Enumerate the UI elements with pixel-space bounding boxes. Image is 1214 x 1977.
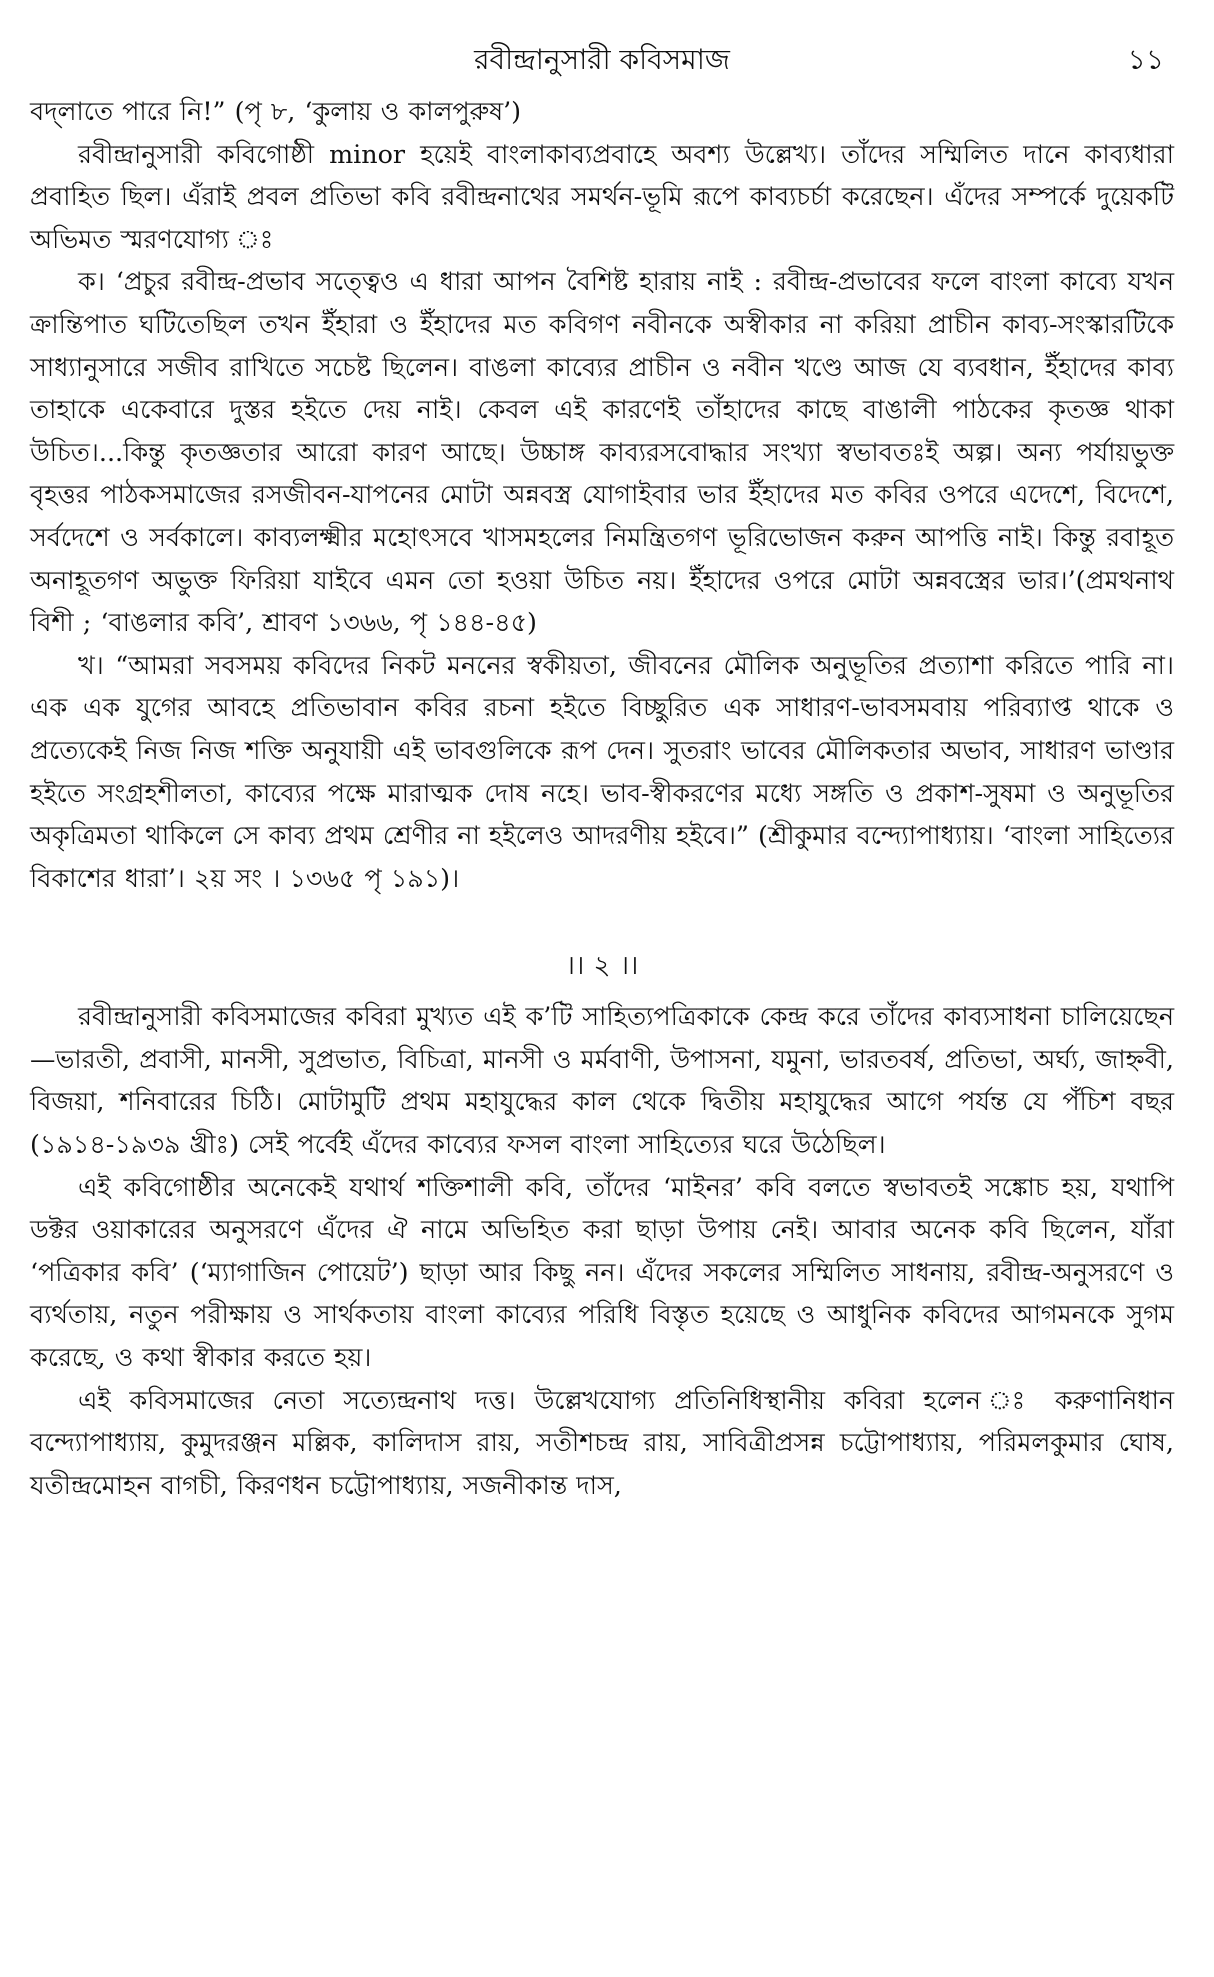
paragraph-quote-kha: খ। “আমরা সবসময় কবিদের নিকট মননের স্বকীয়তা, জীবনের মৌলিক অনুভূতির প্রত্যাশা করিতে পারি না। এক এক যুগের আবহে প্রতিভাবান কবির রচনা হইতে বিচ্ছুরিত এক সাধারণ-ভাবসমবায় পরিব্যাপ্ত থাকে ও প্রত্যেকেই নিজ নিজ শক্তি অনুযায়ী এই ভাবগুলিকে রূপ দেন। সুতরাং ভাবের মৌলিকতার অভাব, সাধারণ ভাণ্ডার হইতে সংগ্রহশীলতা, কাব্যের পক্ষে মারাত্মক দোষ নহে। ভাব-স্বীকরণের মধ্যে সঙ্গতি ও প্রকাশ-সুষমা ও অনুভূতির অকৃত্রিমতা থাকিলে সে কাব্য প্রথম শ্রেণীর না হইলেও আদরণীয় হইবে।” (শ্রীকুমার বন্দ্যোপাধ্যায়। ‘বাংলা সাহিত্যের বিকাশের ধারা’। ২য় সং । ১৩৬৫ পৃ ১৯১)। xyxy=(30,649,1174,893)
paragraph-continuation: বদ্‌লাতে পারে নি!” (পৃ ৮, ‘কুলায় ও কালপুরুষ’) xyxy=(30,96,522,126)
paragraph-poet-list: এই কবিসমাজের নেতা সত্যেন্দ্রনাথ দত্ত। উল্লেখযোগ্য প্রতিনিধিস্থানীয় কবিরা হলেন ঃ করুণানিধান বন্দ্যোপাধ্যায়, কুমুদরঞ্জন মল্লিক, কালিদাস রায়, সতীশচন্দ্র রায়, সাবিত্রীপ্রসন্ন চট্টোপাধ্যায়, পরিমলকুমার ঘোষ, যতীন্দ্রমোহন বাগচী, কিরণধন চট্টোপাধ্যায়, সজনীকান্ত দাস, xyxy=(30,1384,1174,1500)
paragraph-quote-ka: ক। ‘প্রচুর রবীন্দ্র-প্রভাব সত্ত্বেও এ ধারা আপন বৈশিষ্ট হারায় নাই : রবীন্দ্র-প্রভাবের ফলে বাংলা কাব্যে যখন ক্রান্তিপাত ঘটিতেছিল তখন ইঁহারা ও ইঁহাদের মত কবিগণ নবীনকে অস্বীকার না করিয়া প্রাচীন কাব্য-সংস্কারটিকে সাধ্যানুসারে সজীব রাখিতে সচেষ্ট ছিলেন। বাঙলা কাব্যের প্রাচীন ও নবীন খণ্ডে আজ যে ব্যবধান, ইঁহাদের কাব্য তাহাকে একেবারে দুস্তর হইতে দেয় নাই। কেবল এই কারণেই তাঁহাদের কাছে বাঙালী পাঠকের কৃতজ্ঞ থাকা উচিত।...কিন্তু কৃতজ্ঞতার আরো কারণ আছে। উচ্চাঙ্গ কাব্যরসবোদ্ধার সংখ্যা স্বভাবতঃই অল্প। অন্য পর্যায়ভুক্ত বৃহত্তর পাঠকসমাজের রসজীবন-যাপনের মোটা অন্নবস্ত্র যোগাইবার ভার ইঁহাদের মত কবির ওপরে এদেশে, বিদেশে, সর্বদেশে ও সর্বকালে। কাব্যলক্ষ্মীর মহোৎসবে খাসমহলের নিমন্ত্রিতগণ ভূরিভোজন করুন আপত্তি নাই। কিন্তু রবাহূত অনাহূতগণ অভুক্ত ফিরিয়া যাইবে এমন তো হওয়া উচিত নয়। ইঁহাদের ওপরে মোটা অন্নবস্ত্রের ভার।’(প্রমথনাথ বিশী ; ‘বাঙলার কবি’, শ্রাবণ ১৩৬৬, পৃ ১৪৪-৪৫) xyxy=(30,266,1174,638)
paragraph-magazines: রবীন্দ্রানুসারী কবিসমাজের কবিরা মুখ্যত এই ক’টি সাহিত্যপত্রিকাকে কেন্দ্র করে তাঁদের কাব্যসাধনা চালিয়েছেন—ভারতী, প্রবাসী, মানসী, সুপ্রভাত, বিচিত্রা, মানসী ও মর্মবাণী, উপাসনা, যমুনা, ভারতবর্ষ, প্রতিভা, অর্ঘ্য, জাহ্নবী, বিজয়া, শনিবারের চিঠি। মোটামুটি প্রথম মহাযুদ্ধের কাল থেকে দ্বিতীয় মহাযুদ্ধের আগে পর্যন্ত যে পঁচিশ বছর (১৯১৪-১৯৩৯ খ্রীঃ) সেই পর্বেই এঁদের কাব্যের ফসল বাংলা সাহিত্যের ঘরে উঠেছিল। xyxy=(30,1001,1174,1160)
running-header xyxy=(30,38,1174,82)
running-title: রবীন্দ্রানুসারী কবিসমাজ xyxy=(474,43,730,76)
body-text xyxy=(30,90,1174,1506)
paragraph-minor-poets: এই কবিগোষ্ঠীর অনেকেই যথার্থ শক্তিশালী কবি, তাঁদের ‘মাইনর’ কবি বলতে স্বভাবতই সঙ্কোচ হয়, যথাপি ডক্টর ওয়াকারের অনুসরণে এঁদের ঐ নামে অভিহিত করা ছাড়া উপায় নেই। আবার অনেক কবি ছিলেন, যাঁরা ‘পত্রিকার কবি’ (‘ম্যাগাজিন পোয়েট’) ছাড়া আর কিছু নন। এঁদের সকলের সম্মিলিত সাধনায়, রবীন্দ্র-অনুসরণে ও ব্যর্থতায়, নতুন পরীক্ষায় ও সার্থকতায় বাংলা কাব্যের পরিধি বিস্তৃত হয়েছে ও আধুনিক কবিদের আগমনকে সুগম করেছে, ও কথা স্বীকার করতে হয়। xyxy=(30,1171,1174,1373)
paragraph-intro: রবীন্দ্রানুসারী কবিগোষ্ঠী minor হয়েই বাংলাকাব্যপ্রবাহে অবশ্য উল্লেখ্য। তাঁদের সম্মিলিত দানে কাব্যধারা প্রবাহিত ছিল। এঁরাই প্রবল প্রতিভা কবি রবীন্দ্রনাথের সমর্থন-ভূমি রূপে কাব্যচর্চা করেছেন। এঁদের সম্পর্কে দুয়েকটি অভিমত স্মরণযোগ্য ঃ xyxy=(30,138,1174,254)
page-number: ১১ xyxy=(1127,43,1164,76)
section-mark: ।। ২ ।। xyxy=(565,951,639,982)
